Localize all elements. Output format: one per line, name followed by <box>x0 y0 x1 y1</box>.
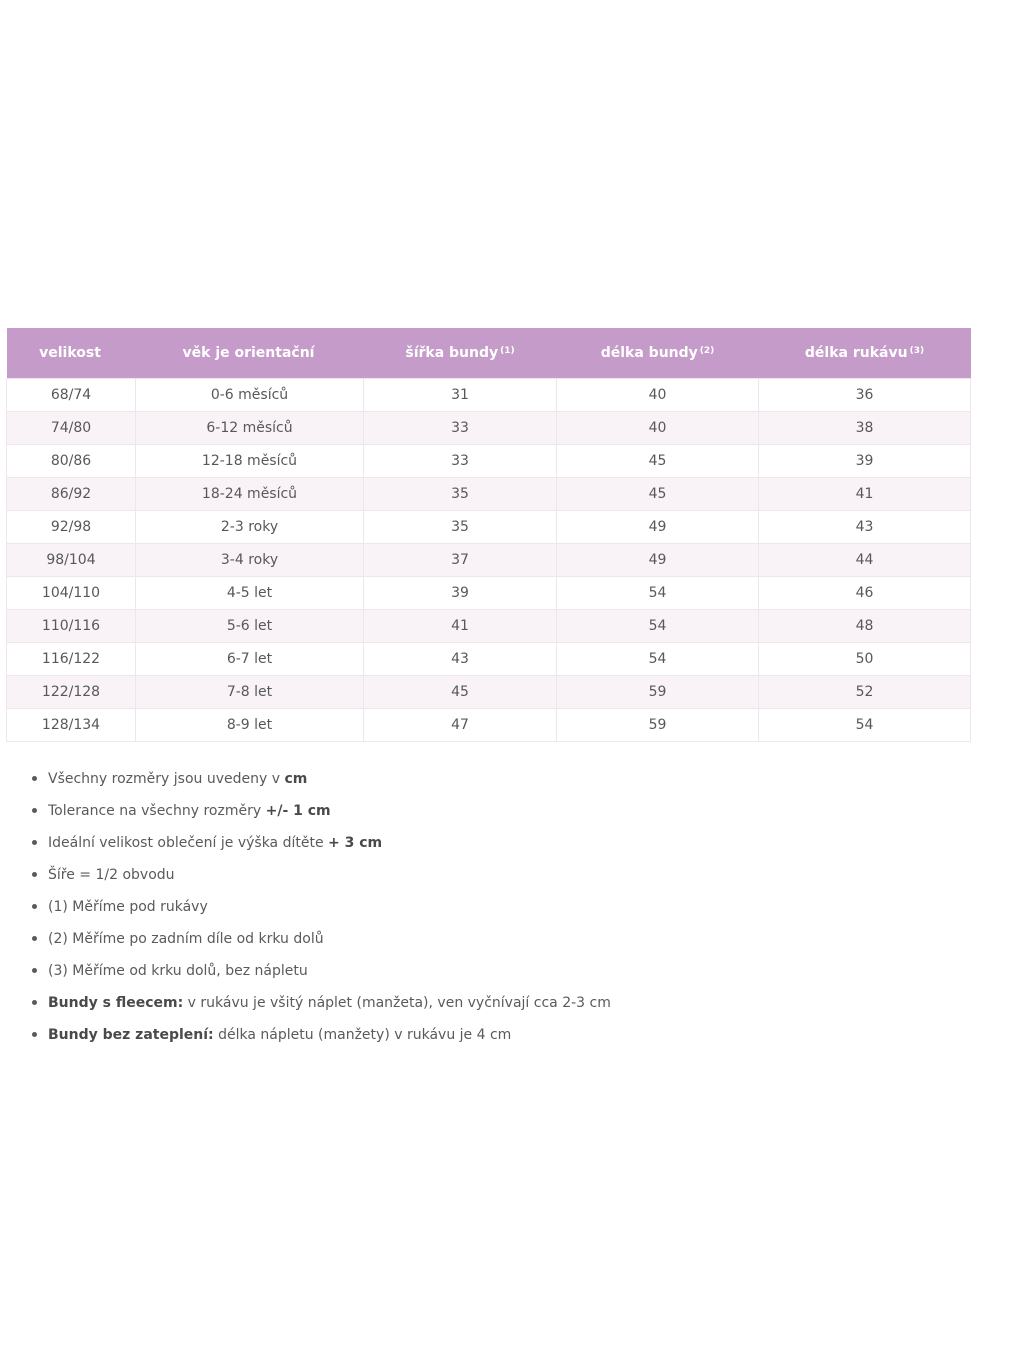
cell-delka-bundy: 54 <box>557 609 759 642</box>
cell-sirka-bundy: 39 <box>364 576 557 609</box>
header-delka-rukavu: délka rukávu $^{(3)}$ <box>804 344 925 361</box>
cell-sirka-bundy: 31 <box>364 378 557 411</box>
cell-sirka-bundy: 33 <box>364 411 557 444</box>
table-row <box>7 708 971 741</box>
table-row <box>7 510 971 543</box>
cell-delka-bundy: 40 <box>557 378 759 411</box>
cell-delka-bundy: 54 <box>557 576 759 609</box>
note-text: délka nápletu (manžety) v rukávu je 4 cm <box>213 1027 512 1043</box>
cell-sirka-bundy: 35 <box>364 477 557 510</box>
cell-delka-bundy: 54 <box>557 642 759 675</box>
cell-delka-rukavu: 38 <box>759 411 971 444</box>
cell-velikost: 86/92 <box>7 477 136 510</box>
header-sirka-bundy: šířka bundy $^{(1)}$ <box>405 344 515 361</box>
cell-delka-rukavu: 50 <box>759 642 971 675</box>
cell-velikost: 122/128 <box>7 675 136 708</box>
cell-delka-rukavu: 36 <box>759 378 971 411</box>
table-row <box>7 609 971 642</box>
note-item <box>48 957 948 989</box>
cell-delka-rukavu: 48 <box>759 609 971 642</box>
note-text: v rukávu je všitý náplet (manžeta), ven vyčnívají cca 2-3 cm <box>183 995 611 1011</box>
cell-sirka-bundy: 35 <box>364 510 557 543</box>
cell-velikost: 116/122 <box>7 642 136 675</box>
note-item <box>48 925 948 957</box>
size-chart-table <box>6 328 971 742</box>
note-lead: Bundy bez zateplení: <box>48 1027 214 1043</box>
cell-velikost: 104/110 <box>7 576 136 609</box>
cell-vek: 7-8 let <box>136 675 364 708</box>
cell-delka-rukavu: 46 <box>759 576 971 609</box>
cell-delka-bundy: 49 <box>557 510 759 543</box>
cell-vek: 6-12 měsíců <box>136 411 364 444</box>
table-row <box>7 576 971 609</box>
cell-delka-bundy: 59 <box>557 675 759 708</box>
cell-vek: 18-24 měsíců <box>136 477 364 510</box>
cell-vek: 4-5 let <box>136 576 364 609</box>
cell-velikost: 98/104 <box>7 543 136 576</box>
table-row <box>7 444 971 477</box>
cell-velikost: 68/74 <box>7 378 136 411</box>
cell-delka-bundy: 45 <box>557 477 759 510</box>
cell-delka-rukavu: 39 <box>759 444 971 477</box>
note-emphasis: + 3 cm <box>328 835 383 851</box>
cell-delka-rukavu: 52 <box>759 675 971 708</box>
size-notes-list <box>24 765 948 1053</box>
table-row <box>7 642 971 675</box>
bullet-icon <box>32 904 37 909</box>
cell-delka-bundy: 59 <box>557 708 759 741</box>
note-item <box>48 797 948 829</box>
note-text: Všechny rozměry jsou uvedeny v <box>48 771 285 787</box>
note-text: (3) Měříme od krku dolů, bez nápletu <box>48 963 308 979</box>
cell-delka-rukavu: 54 <box>759 708 971 741</box>
cell-vek: 5-6 let <box>136 609 364 642</box>
cell-vek: 6-7 let <box>136 642 364 675</box>
bullet-icon <box>32 776 37 781</box>
note-item <box>48 829 948 861</box>
cell-delka-rukavu: 41 <box>759 477 971 510</box>
cell-vek: 12-18 měsíců <box>136 444 364 477</box>
cell-vek: 8-9 let <box>136 708 364 741</box>
size-chart-header <box>7 328 971 378</box>
table-row <box>7 477 971 510</box>
size-chart-body <box>7 378 971 741</box>
note-item <box>48 989 948 1021</box>
bullet-icon <box>32 840 37 845</box>
bullet-icon <box>32 936 37 941</box>
cell-velikost: 128/134 <box>7 708 136 741</box>
bullet-icon <box>32 808 37 813</box>
cell-velikost: 80/86 <box>7 444 136 477</box>
note-item <box>48 765 948 797</box>
header-velikost: velikost <box>39 344 101 361</box>
cell-vek: 3-4 roky <box>136 543 364 576</box>
note-text: Ideální velikost oblečení je výška dítěte <box>48 835 329 851</box>
cell-delka-rukavu: 44 <box>759 543 971 576</box>
note-text: Tolerance na všechny rozměry <box>48 803 266 819</box>
bullet-icon <box>32 872 37 877</box>
note-text: Šíře = 1/2 obvodu <box>48 867 175 883</box>
cell-vek: 0-6 měsíců <box>136 378 364 411</box>
note-item <box>48 893 948 925</box>
cell-velikost: 110/116 <box>7 609 136 642</box>
cell-vek: 2-3 roky <box>136 510 364 543</box>
cell-sirka-bundy: 47 <box>364 708 557 741</box>
cell-sirka-bundy: 33 <box>364 444 557 477</box>
cell-delka-rukavu: 43 <box>759 510 971 543</box>
header-row <box>7 328 971 378</box>
note-emphasis: +/- 1 cm <box>265 803 331 819</box>
bullet-icon <box>32 968 37 973</box>
cell-delka-bundy: 45 <box>557 444 759 477</box>
header-delka-bundy: délka bundy $^{(2)}$ <box>600 344 715 361</box>
cell-velikost: 92/98 <box>7 510 136 543</box>
cell-delka-bundy: 40 <box>557 411 759 444</box>
bullet-icon <box>32 1032 37 1037</box>
table-row <box>7 378 971 411</box>
cell-sirka-bundy: 37 <box>364 543 557 576</box>
cell-sirka-bundy: 41 <box>364 609 557 642</box>
note-text: (2) Měříme po zadním díle od krku dolů <box>48 931 324 947</box>
header-vek: věk je orientační <box>182 344 315 361</box>
table-row <box>7 411 971 444</box>
bullet-icon <box>32 1000 37 1005</box>
note-item <box>48 1021 948 1053</box>
note-text: (1) Měříme pod rukávy <box>48 899 208 915</box>
table-row <box>7 543 971 576</box>
note-lead: Bundy s fleecem: <box>48 995 184 1011</box>
cell-sirka-bundy: 43 <box>364 642 557 675</box>
cell-delka-bundy: 49 <box>557 543 759 576</box>
table-row <box>7 675 971 708</box>
note-emphasis: cm <box>284 771 308 787</box>
cell-velikost: 74/80 <box>7 411 136 444</box>
cell-sirka-bundy: 45 <box>364 675 557 708</box>
note-item <box>48 861 948 893</box>
